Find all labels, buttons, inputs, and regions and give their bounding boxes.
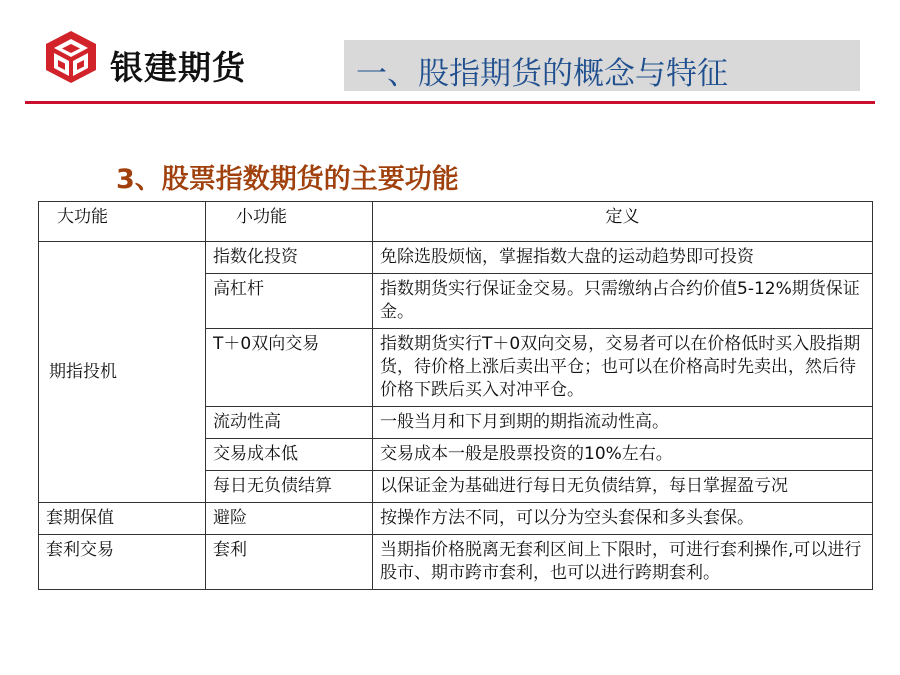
header-divider [25,101,875,104]
minor-function: T＋0双向交易 [206,329,373,407]
header-definition: 定义 [373,202,873,242]
definition: 按操作方法不同，可以分为空头套保和多头套保。 [373,503,873,535]
table-row [39,503,873,535]
definition: 免除选股烦恼，掌握指数大盘的运动趋势即可投资 [373,242,873,274]
company-name: 银建期货 [110,48,246,87]
header-major-function: 大功能 [39,202,206,242]
major-function-speculation: 期指投机 [39,242,206,503]
definition: 指数期货实行保证金交易。只需缴纳占合约价值5-12%期货保证金。 [373,274,873,329]
major-function-hedging: 套期保值 [39,503,206,535]
minor-function: 套利 [206,535,373,590]
table-row [39,535,873,590]
minor-function: 流动性高 [206,407,373,439]
company-logo-icon [44,30,98,84]
definition: 指数期货实行T＋0双向交易，交易者可以在价格低时买入股指期货，待价格上涨后卖出平仓；也可以在价格高时先卖出，然后待价格下跌后买入对冲平仓。 [373,329,873,407]
header-minor-function: 小功能 [206,202,373,242]
minor-function: 每日无负债结算 [206,471,373,503]
slide-subtitle: 3、股票指数期货的主要功能 [116,164,459,195]
minor-function: 交易成本低 [206,439,373,471]
definition: 一般当月和下月到期的期指流动性高。 [373,407,873,439]
minor-function: 避险 [206,503,373,535]
functions-table [38,201,873,590]
table-row [39,242,873,274]
section-title: 一、股指期货的概念与特征 [356,56,728,92]
definition: 当期指价格脱离无套利区间上下限时，可进行套利操作,可以进行股市、期市跨市套利，也可以进行跨期套利。 [373,535,873,590]
minor-function: 指数化投资 [206,242,373,274]
section-title-box [344,40,860,91]
definition: 交易成本一般是股票投资的10%左右。 [373,439,873,471]
definition: 以保证金为基础进行每日无负债结算，每日掌握盈亏况 [373,471,873,503]
minor-function: 高杠杆 [206,274,373,329]
table-header-row [39,202,873,242]
major-function-arbitrage: 套利交易 [39,535,206,590]
